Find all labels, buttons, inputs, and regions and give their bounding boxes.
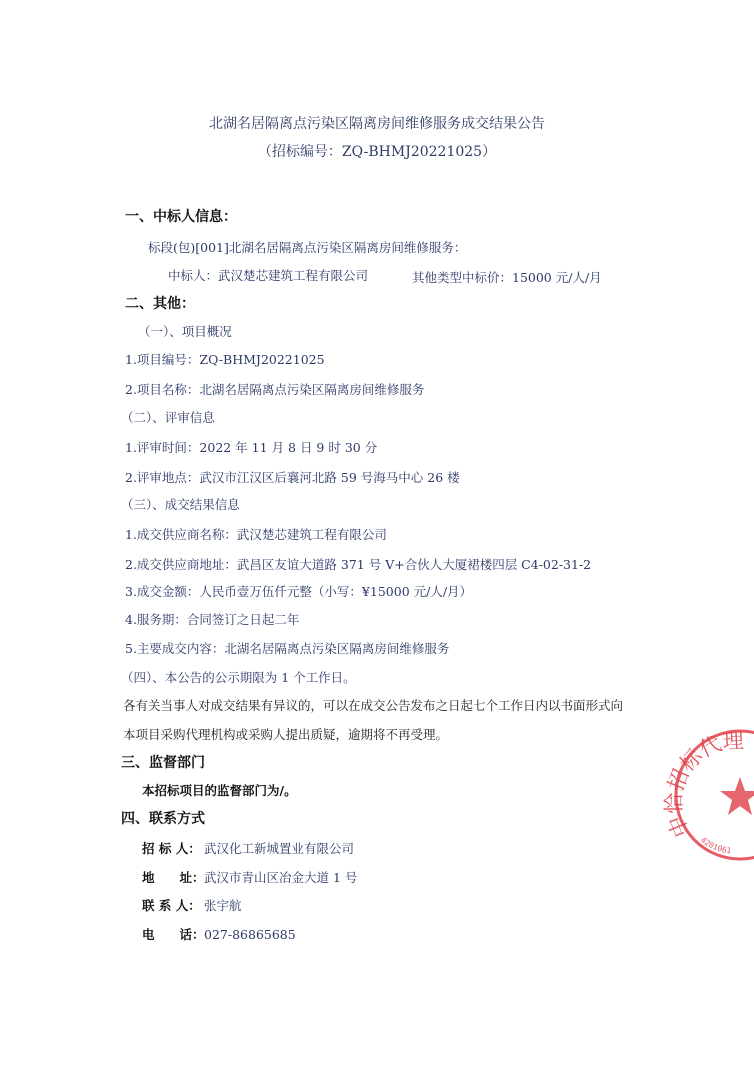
contact-label-address: 地 址：	[142, 870, 205, 885]
winner-name: 中标人：武汉楚芯建筑工程有限公司	[168, 268, 369, 283]
service-period: 4.服务期：合同签订之日起二年	[125, 612, 300, 627]
seal-number: 4201061	[698, 835, 732, 856]
supplier-address: 2.成交供应商地址：武昌区友谊大道路 371 号 V+合伙人大厦裙楼四层 C4-02-31-2	[125, 557, 592, 572]
supervision-text: 本招标项目的监督部门为/。	[142, 783, 297, 798]
official-seal	[660, 725, 754, 865]
seal-star-icon	[720, 777, 754, 815]
document-title: 北湖名居隔离点污染区隔离房间维修服务成交结果公告	[209, 116, 545, 132]
deal-amount: 3.成交金额：人民币壹万伍仟元整（小写：¥15000 元/人/月）	[125, 584, 473, 599]
contact-label-bidder: 招 标 人：	[142, 841, 201, 856]
bid-number: （招标编号：ZQ-BHMJ20221025）	[257, 144, 497, 160]
contact-value-phone: 027-86865685	[204, 927, 296, 942]
seal-text: 中恰招标代理	[662, 728, 745, 841]
project-number: 1.项目编号：ZQ-BHMJ20221025	[125, 352, 325, 367]
review-place: 2.评审地点：武汉市江汉区后襄河北路 59 号海马中心 26 楼	[125, 470, 460, 485]
contact-value-bidder: 武汉化工新城置业有限公司	[204, 841, 355, 856]
contact-value-address: 武汉市青山区冶金大道 1 号	[204, 870, 358, 885]
project-overview-heading: （一）、项目概况	[138, 324, 232, 339]
section-3-heading: 三、监督部门	[121, 755, 205, 771]
lot-line: 标段(包)[001]北湖名居隔离点污染区隔离房间维修服务：	[148, 240, 467, 255]
review-info-heading: （二）、评审信息	[121, 410, 215, 425]
contact-label-person: 联 系 人：	[142, 898, 201, 913]
contact-label-phone: 电 话：	[142, 927, 205, 942]
supplier-name: 1.成交供应商名称：武汉楚芯建筑工程有限公司	[125, 527, 387, 542]
result-info-heading: （三）、成交结果信息	[121, 497, 240, 512]
review-time: 1.评审时间：2022 年 11 月 8 日 9 时 30 分	[125, 440, 378, 455]
main-content: 5.主要成交内容：北湖名居隔离点污染区隔离房间维修服务	[125, 641, 450, 656]
project-name: 2.项目名称：北湖名居隔离点污染区隔离房间维修服务	[125, 382, 425, 397]
section-2-heading: 二、其他：	[125, 296, 195, 312]
objection-line-2: 本项目采购代理机构或采购人提出质疑，逾期将不再受理。	[123, 727, 449, 742]
contact-value-person: 张宇航	[204, 898, 242, 913]
section-1-heading: 一、中标人信息：	[125, 209, 237, 225]
publicity-period: （四）、本公告的公示期限为 1 个工作日。	[121, 670, 356, 685]
winning-price: 其他类型中标价：15000 元/人/月	[412, 270, 602, 285]
objection-line-1: 各有关当事人对成交结果有异议的，可以在成交公告发布之日起七个工作日内以书面形式向	[123, 698, 624, 713]
section-4-heading: 四、联系方式	[121, 811, 205, 827]
